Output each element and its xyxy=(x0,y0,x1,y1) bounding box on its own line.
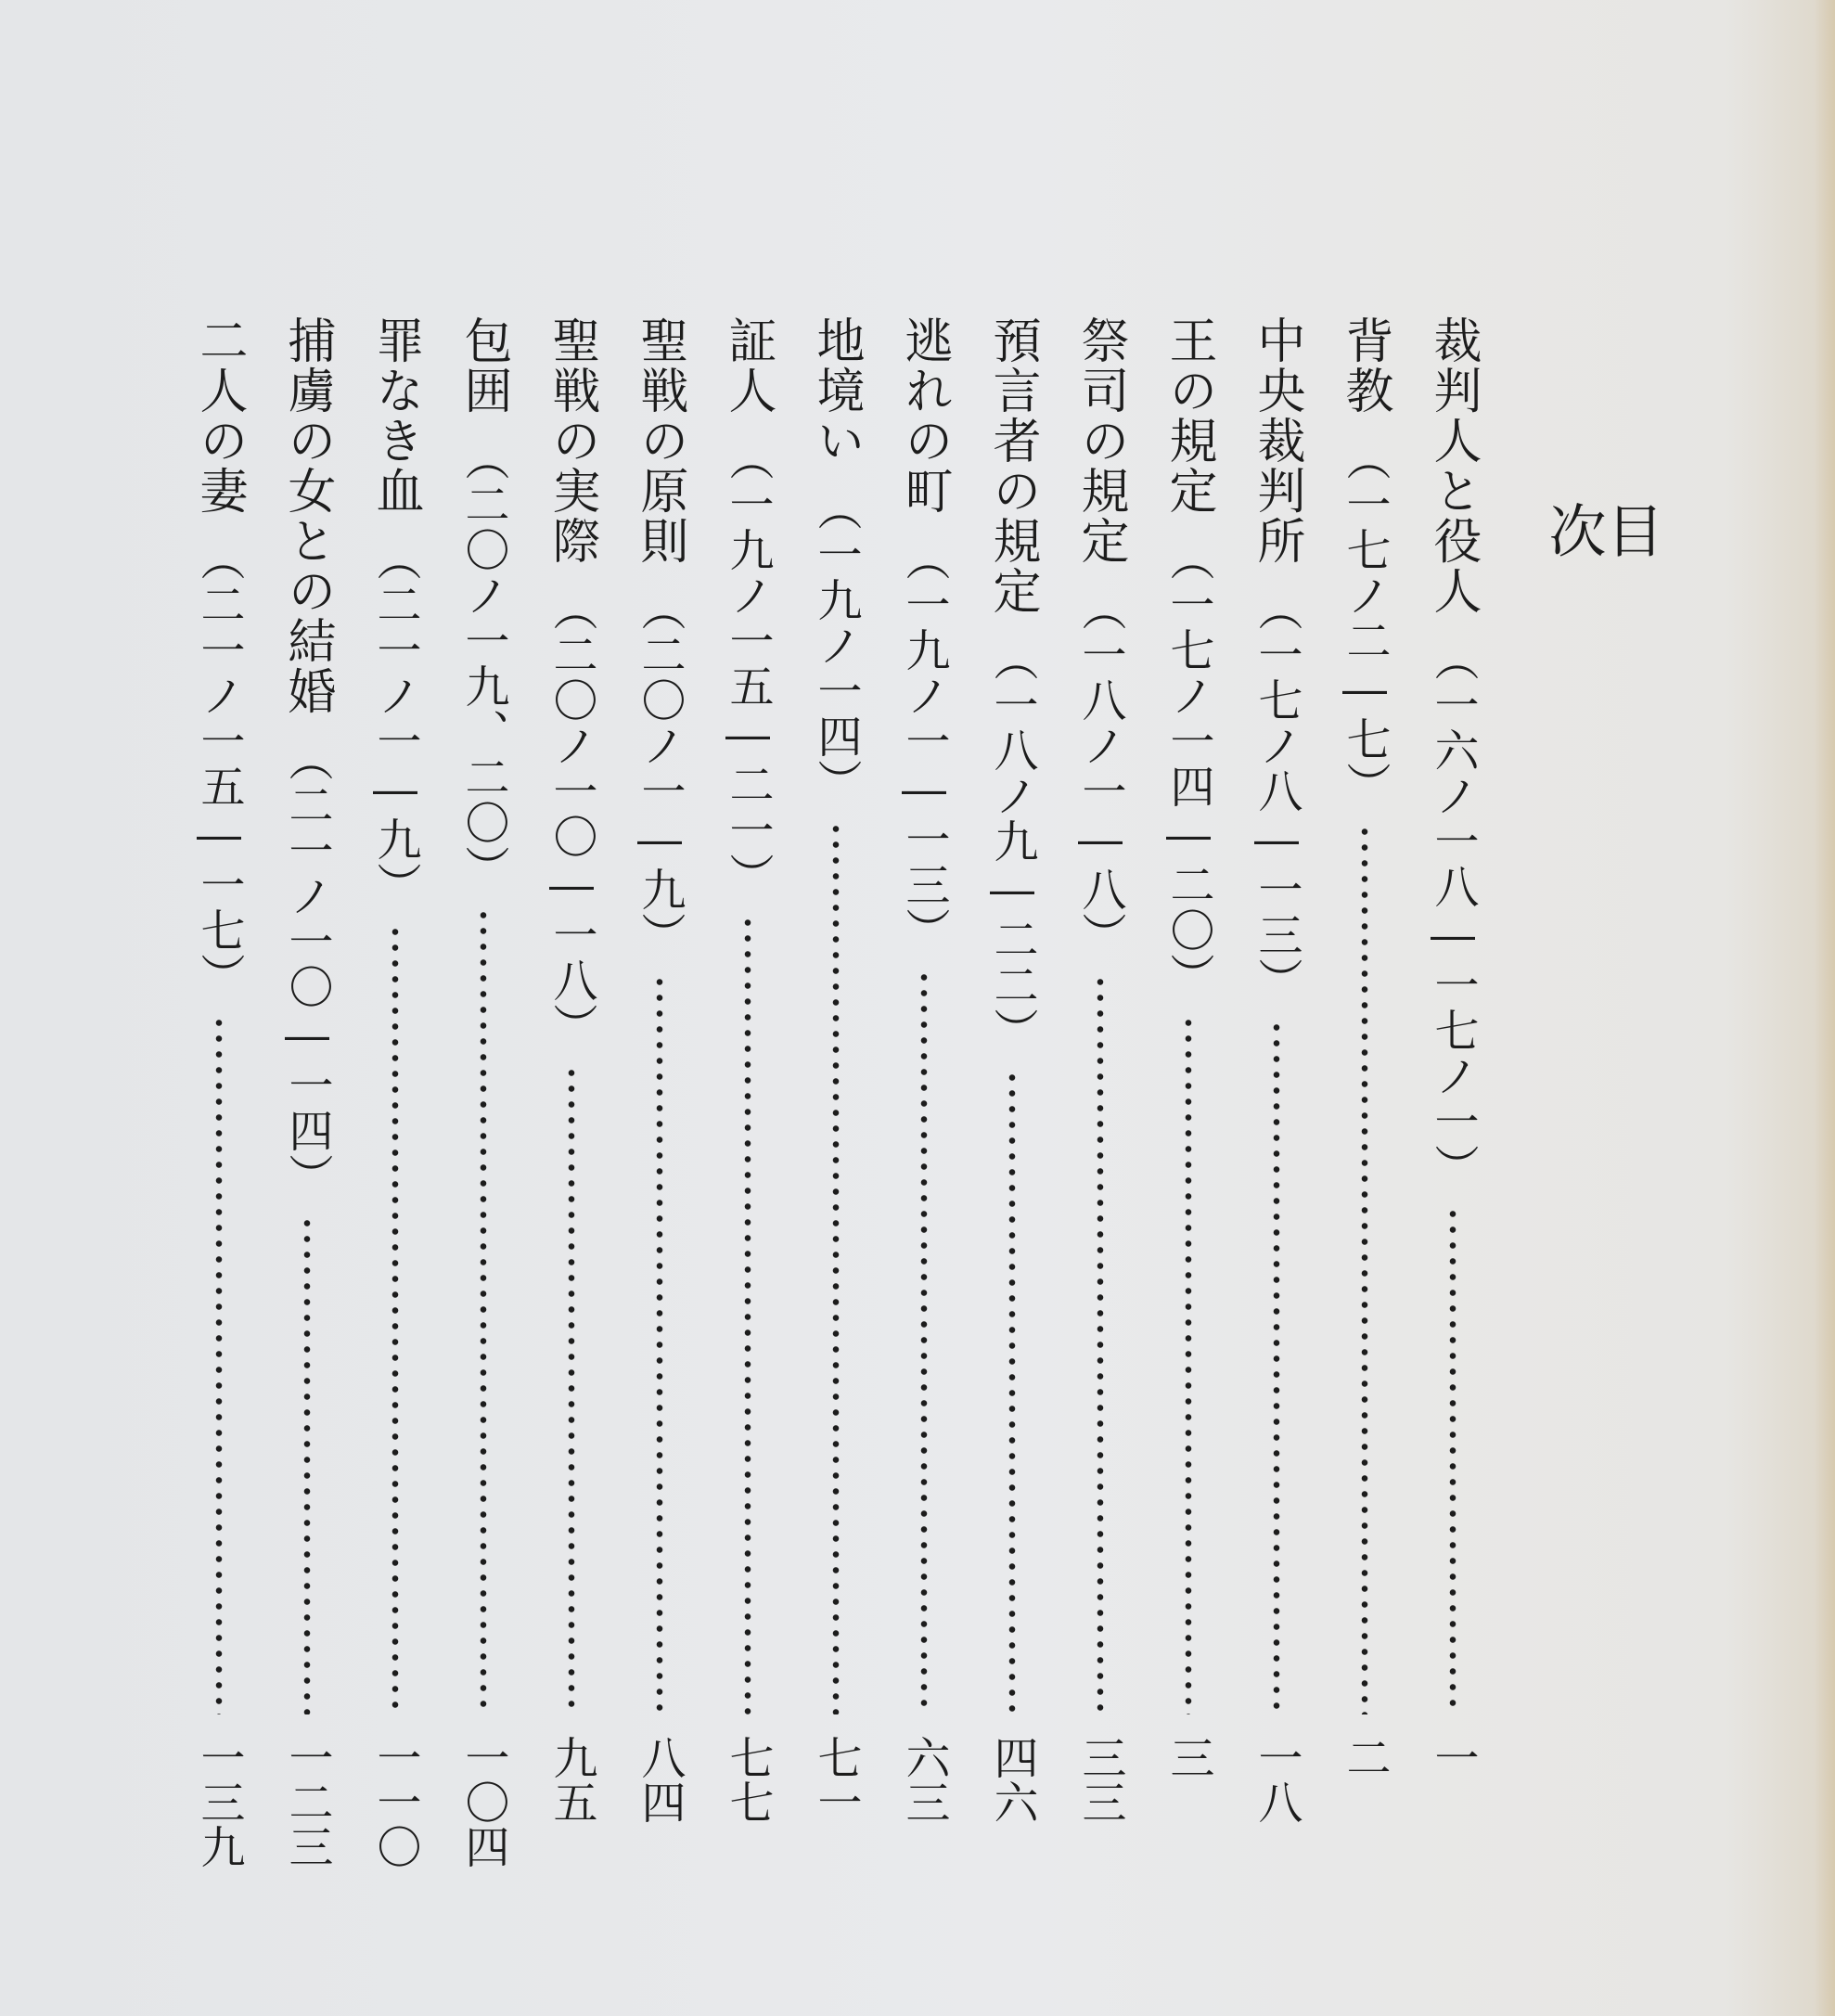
entry-page-number: 七七 xyxy=(722,1735,774,1824)
entry-title: 祭司の規定 xyxy=(1072,315,1128,566)
entry-title: 預言者の規定 xyxy=(984,315,1040,616)
toc-entry xyxy=(1247,315,1306,1837)
entry-page-number: 八四 xyxy=(634,1735,686,1824)
entry-ref: （一七ノ八―一三） xyxy=(1251,586,1302,1003)
entry-ref: （一八ノ九―二二） xyxy=(986,636,1038,1053)
toc-entry xyxy=(277,315,337,1868)
entry-page-number: 二 xyxy=(1339,1735,1391,1779)
leader-dots xyxy=(480,907,487,1714)
entry-page-number: 四六 xyxy=(986,1735,1038,1824)
entry-title: 包囲 xyxy=(456,315,511,416)
entry-title: 中央裁判所 xyxy=(1249,315,1304,566)
entry-title: 裁判人と役人 xyxy=(1425,315,1481,616)
entry-title: 聖戦の原則 xyxy=(632,315,687,566)
leader-dots xyxy=(920,969,928,1714)
toc-entry xyxy=(454,315,513,1868)
leader-dots xyxy=(1097,974,1104,1714)
entry-ref: （二一ノ一―九） xyxy=(369,536,421,907)
entry-ref: （一九ノ一―一三） xyxy=(898,536,950,953)
toc-entry xyxy=(630,315,689,1837)
toc-entry xyxy=(1159,315,1218,1837)
leader-dots xyxy=(1008,1070,1016,1714)
leader-dots xyxy=(832,821,840,1714)
entry-title: 王の規定 xyxy=(1161,315,1216,516)
toc-entry xyxy=(1071,315,1130,1837)
entry-ref: （一九ノ一五―二一） xyxy=(722,436,774,898)
leader-dots xyxy=(215,1015,223,1714)
entry-title: 地境い xyxy=(808,315,864,466)
entry-title: 二人の妻 xyxy=(191,315,247,516)
leader-dots xyxy=(303,1215,311,1714)
toc-entry xyxy=(366,315,425,1868)
toc-entry xyxy=(542,315,601,1837)
entry-page-number: 一八 xyxy=(1251,1735,1302,1824)
entry-ref: （二〇ノ一〇―一八） xyxy=(545,586,597,1048)
entry-ref: （二一ノ一〇―一四） xyxy=(281,737,333,1199)
entry-title: 証人 xyxy=(720,315,776,416)
leader-dots xyxy=(1185,1015,1192,1714)
entry-ref: （一七ノ二―七） xyxy=(1339,436,1391,807)
leader-dots xyxy=(1273,1020,1280,1714)
entry-ref: （二〇ノ一九、二〇） xyxy=(457,436,509,891)
leader-dots xyxy=(656,974,663,1714)
entry-ref: （一八ノ一―八） xyxy=(1074,586,1126,957)
entry-page-number: 一〇四 xyxy=(457,1735,509,1868)
leader-dots xyxy=(1361,824,1368,1714)
leader-dots xyxy=(568,1065,575,1714)
entry-page-number: 一 xyxy=(1427,1735,1479,1779)
entry-ref: （一七ノ一四―二〇） xyxy=(1162,536,1214,998)
toc-entry xyxy=(189,315,249,1868)
entry-page-number: 一二三 xyxy=(281,1735,333,1868)
entry-title: 逃れの町 xyxy=(896,315,952,516)
entry-ref: （一九ノ一四） xyxy=(810,486,862,804)
toc-entry xyxy=(1335,315,1394,1837)
entry-page-number: 一一〇 xyxy=(369,1735,421,1868)
entry-title: 捕虜の女との結婚 xyxy=(279,315,335,716)
entry-ref: （二一ノ一五―一七） xyxy=(193,536,245,998)
toc-entry xyxy=(1423,315,1482,1837)
leader-dots xyxy=(1449,1206,1456,1714)
entry-page-number: 九五 xyxy=(545,1735,597,1824)
toc-entry xyxy=(806,315,866,1837)
entry-page-number: 三三 xyxy=(1074,1735,1126,1824)
entry-title: 聖戦の実際 xyxy=(544,315,599,566)
entry-page-number: 七一 xyxy=(810,1735,862,1824)
entry-ref: （一六ノ一八―一七ノ一） xyxy=(1427,636,1479,1189)
entry-title: 背教 xyxy=(1337,315,1392,416)
entry-page-number: 三 xyxy=(1162,1735,1214,1779)
toc-heading: 目次 xyxy=(1539,501,1664,800)
toc-entry xyxy=(894,315,954,1837)
entry-page-number: 六三 xyxy=(898,1735,950,1824)
toc-entry xyxy=(982,315,1042,1837)
leader-dots xyxy=(744,915,751,1714)
entry-page-number: 一三九 xyxy=(193,1735,245,1868)
entry-title: 罪なき血 xyxy=(367,315,423,516)
leader-dots xyxy=(391,924,399,1714)
toc-entry xyxy=(718,315,777,1837)
entry-ref: （二〇ノ一―九） xyxy=(634,586,686,957)
page-edge xyxy=(1815,0,1835,2016)
